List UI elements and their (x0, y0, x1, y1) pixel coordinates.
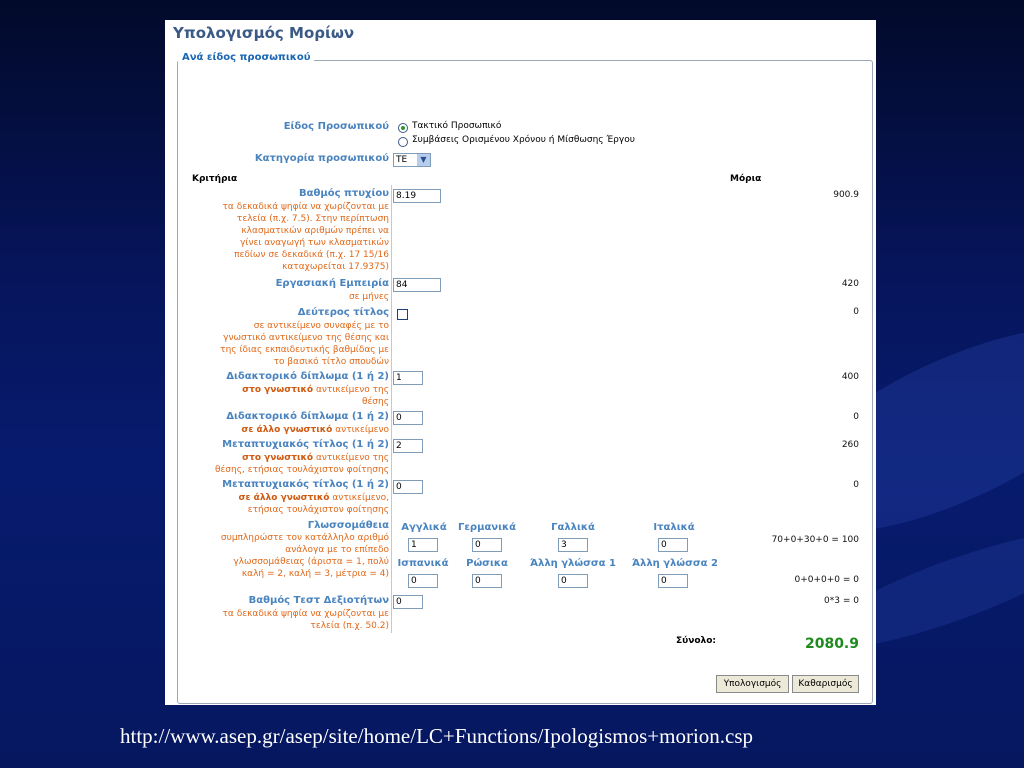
lang-russian-header: Ρώσικα (466, 558, 508, 569)
lang-other1-input[interactable]: 0 (558, 574, 588, 588)
skills-note: τα δεκαδικά ψηφία να χωρίζονται με τελεία (π.χ. 50.2) (222, 609, 389, 631)
points-header: Μόρια (730, 174, 762, 184)
phd-other-input[interactable]: 0 (393, 411, 423, 425)
degree-points: 900.9 (833, 190, 859, 200)
lang-other1-header: Άλλη γλώσσα 1 (530, 558, 616, 569)
languages-label: Γλωσσομάθεια (307, 520, 389, 531)
lang-other2-input[interactable]: 0 (658, 574, 688, 588)
experience-note: σε μήνες (348, 292, 389, 302)
lang-french-input[interactable]: 3 (558, 538, 588, 552)
languages-note: συμπληρώστε τον κατάλληλο αριθμό ανάλογα με το επίπεδο γλωσσομάθειας (άριστα = 1, πολύ καλή = 2, καλή = 3, μέτρια = 4) (220, 533, 389, 579)
staff-type-label: Είδος Προσωπικού (283, 121, 389, 132)
second-degree-points: 0 (853, 307, 859, 317)
category-select[interactable] (393, 153, 431, 167)
lang-italian-input[interactable]: 0 (658, 538, 688, 552)
msc-same-input[interactable]: 2 (393, 439, 423, 453)
languages-points-row1: 70+0+30+0 = 100 (771, 535, 859, 545)
radio-regular-staff[interactable] (398, 123, 408, 133)
phd-other-note: σε άλλο γνωστικό αντικείμενο (241, 425, 389, 435)
skills-points: 0*3 = 0 (824, 596, 859, 606)
total-label: Σύνολο: (676, 636, 717, 646)
category-label: Κατηγορία προσωπικού (254, 153, 389, 164)
phd-same-points: 400 (841, 372, 859, 382)
fieldset-legend: Ανά είδος προσωπικού (178, 52, 314, 63)
msc-other-label: Μεταπτυχιακός τίτλος (1 ή 2) (222, 479, 389, 490)
experience-input[interactable]: 84 (393, 278, 441, 292)
radio-fixed-term-staff-label: Συμβάσεις Ορισμένου Χρόνου ή Μίσθωσης Έργου (412, 135, 635, 145)
msc-same-points: 260 (841, 440, 859, 450)
calculator-panel (165, 20, 876, 705)
degree-label: Βαθμός πτυχίου (298, 188, 389, 199)
languages-points-row2: 0+0+0+0 = 0 (794, 575, 859, 585)
msc-same-note: στο γνωστικό αντικείμενο της θέσης, ετήσιας τουλάχιστον φοίτησης (214, 453, 389, 475)
lang-german-header: Γερμανικά (457, 522, 516, 533)
lang-english-header: Αγγλικά (401, 522, 447, 533)
phd-same-note: στο γνωστικό αντικείμενο της θέσης (242, 385, 389, 407)
criteria-header: Κριτήρια (192, 174, 238, 184)
calculate-button[interactable]: Υπολογισμός (716, 675, 789, 693)
lang-german-input[interactable]: 0 (472, 538, 502, 552)
page-title: Υπολογισμός Μορίων (173, 24, 355, 42)
radio-fixed-term-staff[interactable] (398, 137, 408, 147)
lang-french-header: Γαλλικά (551, 522, 595, 533)
chevron-down-icon[interactable]: ▼ (417, 154, 430, 166)
reset-button[interactable]: Καθαρισμός (792, 675, 859, 693)
lang-russian-input[interactable]: 0 (472, 574, 502, 588)
experience-points: 420 (841, 279, 859, 289)
msc-other-input[interactable]: 0 (393, 480, 423, 494)
degree-note: τα δεκαδικά ψηφία να χωρίζονται με τελεία (π.χ. 7.5). Στην περίπτωση κλασματικών αριθμών πρέπει να γίνει αναγωγή των κλασματικών πεδίων σε δεκαδικά (π.χ. 17 15/16 καταχωρείται 17.9375) (222, 202, 389, 272)
lang-english-input[interactable]: 1 (408, 538, 438, 552)
second-degree-checkbox[interactable] (397, 309, 408, 320)
footer-url: http://www.asep.gr/asep/site/home/LC+Functions/Ipologismos+morion.csp (120, 724, 754, 748)
second-degree-note: σε αντικείμενο συναφές με το γνωστικό αντικείμενο της θέσης και της ίδιας εκπαιδευτικής βαθμίδας με το βασικό τίτλο σπουδών (220, 321, 389, 367)
radio-regular-staff-label: Τακτικό Προσωπικό (412, 121, 502, 131)
total-value: 2080.9 (804, 636, 859, 652)
skills-label: Βαθμός Τεστ Δεξιοτήτων (248, 595, 389, 606)
second-degree-label: Δεύτερος τίτλος (297, 307, 389, 318)
experience-label: Εργασιακή Εμπειρία (275, 278, 389, 289)
msc-same-label: Μεταπτυχιακός τίτλος (1 ή 2) (222, 439, 389, 450)
phd-other-points: 0 (853, 412, 859, 422)
phd-same-label: Διδακτορικό δίπλωμα (1 ή 2) (226, 371, 389, 382)
phd-same-input[interactable]: 1 (393, 371, 423, 385)
category-select-value: ΤΕ (396, 155, 408, 165)
column-divider (391, 185, 392, 633)
lang-spanish-input[interactable]: 0 (408, 574, 438, 588)
msc-other-points: 0 (853, 480, 859, 490)
lang-other2-header: Άλλη γλώσσα 2 (632, 558, 718, 569)
phd-other-label: Διδακτορικό δίπλωμα (1 ή 2) (226, 411, 389, 422)
degree-input[interactable]: 8.19 (393, 189, 441, 203)
lang-spanish-header: Ισπανικά (397, 558, 449, 569)
msc-other-note: σε άλλο γνωστικό αντικείμενο, ετήσιας τουλάχιστον φοίτησης (238, 493, 389, 515)
lang-italian-header: Ιταλικά (653, 522, 695, 533)
skills-input[interactable]: 0 (393, 595, 423, 609)
